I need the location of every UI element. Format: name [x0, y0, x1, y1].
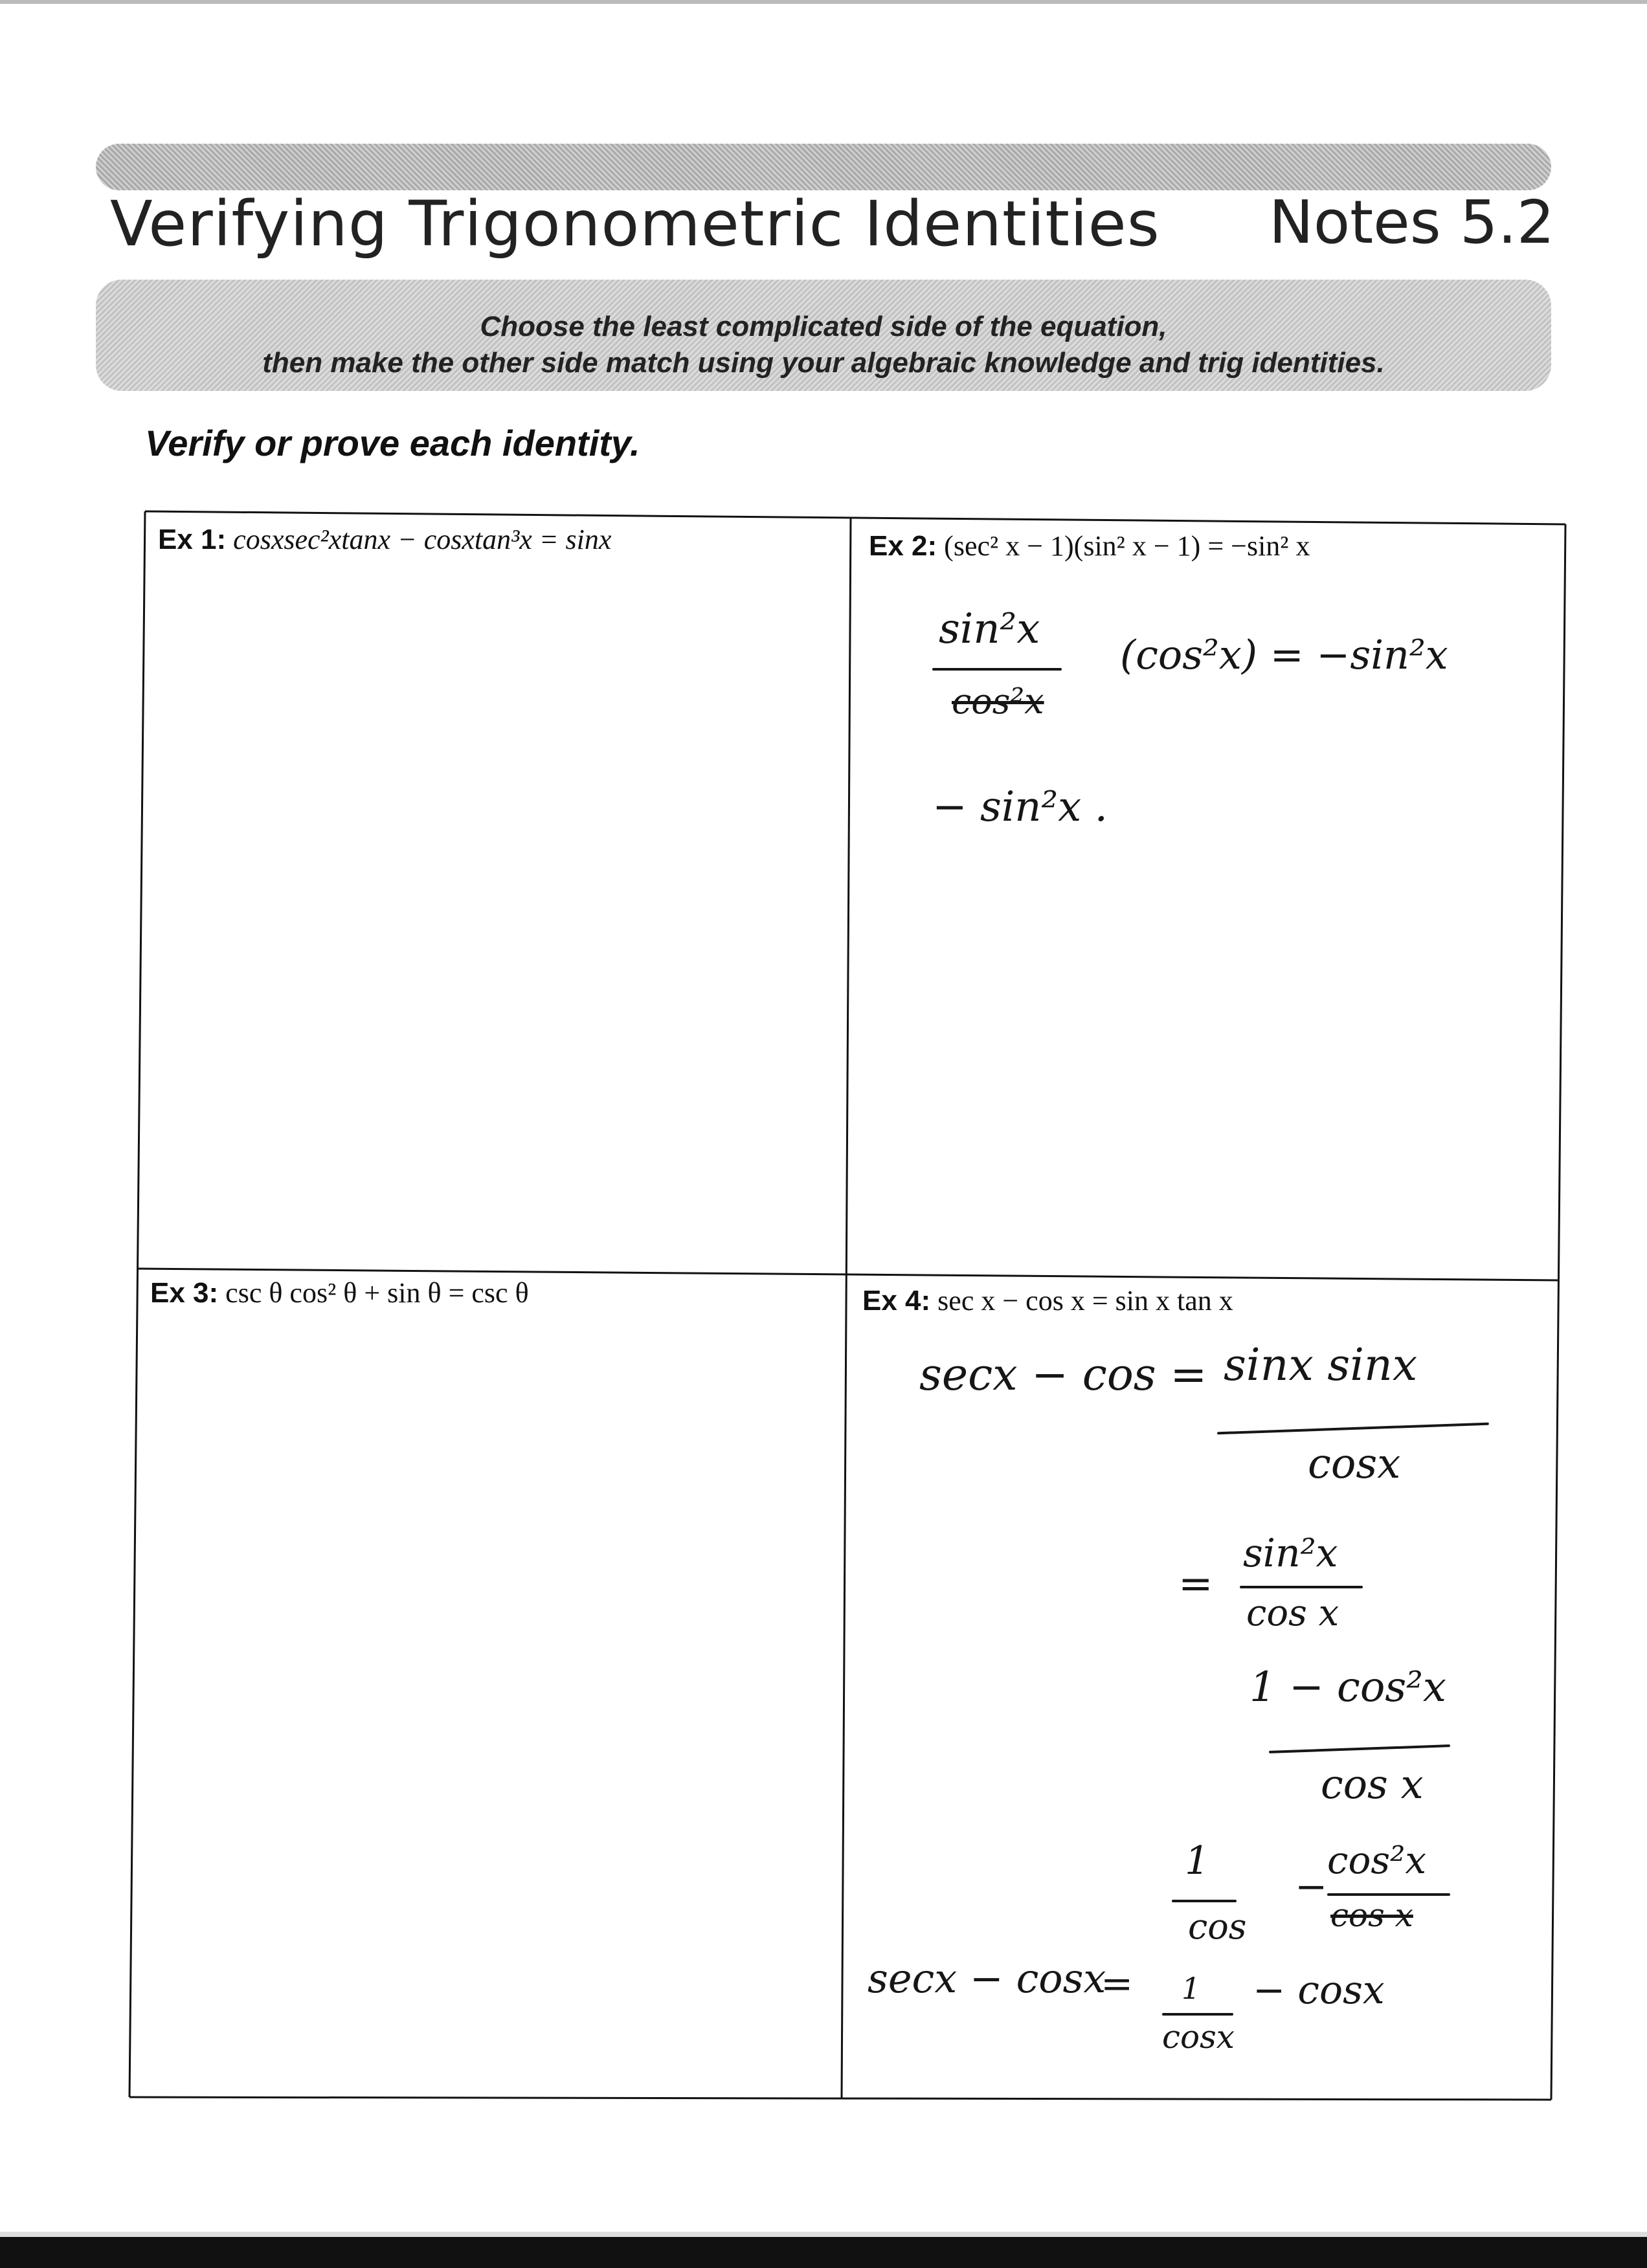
instructions: Verify or prove each identity.: [145, 423, 640, 463]
subtitle-line-1: Choose the least complicated side of the equation,: [480, 311, 1167, 342]
example-4-label: Ex 4:: [862, 1285, 931, 1317]
ex4-frac4b-numerator: cos²x: [1327, 1838, 1427, 1882]
example-1: [158, 523, 611, 556]
ex4-frac3-denominator: cos x: [1321, 1761, 1424, 1808]
example-3-equation: csc θ cos² θ + sin θ = csc θ: [225, 1277, 529, 1309]
notes-label: Notes 5.2: [1269, 188, 1555, 257]
example-3: [150, 1276, 529, 1309]
ex4-frac4b-bar: [1327, 1893, 1450, 1896]
subtitle-line-2: then make the other side match using your algebraic knowledge and trig identities.: [262, 347, 1385, 379]
example-4-equation: sec x − cos x = sin x tan x: [937, 1285, 1233, 1317]
ex4-frac3-numerator: 1 − cos²x: [1249, 1663, 1446, 1711]
ex4-final-denominator: cosx: [1162, 2018, 1235, 2056]
scan-edge-dark: [0, 2237, 1647, 2268]
example-1-label: Ex 1:: [158, 524, 227, 555]
ex4-frac4a-bar: [1172, 1900, 1237, 1902]
example-2: [869, 529, 1310, 562]
ex4-final-numerator: 1: [1182, 1971, 1201, 2006]
example-3-label: Ex 3:: [150, 1277, 219, 1309]
example-2-label: Ex 2:: [869, 530, 937, 562]
ex4-lhs: secx − cos =: [919, 1350, 1207, 1401]
ex2-product-rest: (cos²x) = −sin²x: [1120, 631, 1448, 678]
ex4-frac4a-numerator: 1: [1185, 1838, 1210, 1884]
ex4-final-rest: − cosx: [1253, 1968, 1385, 2013]
ex4-frac4a-denominator: cos: [1188, 1906, 1247, 1947]
ex4-frac4b-denominator: cos x: [1330, 1896, 1413, 1934]
example-4: [862, 1284, 1233, 1317]
page-title: Verifying Trigonometric Identities: [110, 188, 1160, 260]
title-banner-strip: [96, 144, 1551, 190]
ex4-final-lhs: secx − cosx: [868, 1955, 1106, 2002]
ex2-fraction-numerator: sin²x: [939, 605, 1040, 653]
ex2-fraction-denominator: cos²x: [952, 681, 1044, 722]
example-2-equation: (sec² x − 1)(sin² x − 1) = −sin² x: [944, 530, 1310, 562]
example-1-equation: cosxsec²xtanx − cosxtan³x = sinx: [233, 524, 612, 555]
ex4-final-bar: [1162, 2013, 1233, 2016]
ex4-frac2-bar: [1240, 1586, 1363, 1588]
ex4-final-eq: =: [1101, 1961, 1134, 2007]
ex4-frac2-denominator: cos x: [1246, 1592, 1339, 1634]
ex4-frac1-denominator: cosx: [1308, 1440, 1401, 1488]
ex4-minus: −: [1295, 1864, 1328, 1909]
ex4-frac2-numerator: sin²x: [1243, 1531, 1338, 1576]
ex4-eq2: =: [1178, 1560, 1213, 1608]
ex2-line-2: − sin²x .: [932, 783, 1108, 831]
ex2-fraction-bar: [932, 668, 1062, 671]
ex4-frac1-numerator: sinx sinx: [1224, 1340, 1418, 1391]
